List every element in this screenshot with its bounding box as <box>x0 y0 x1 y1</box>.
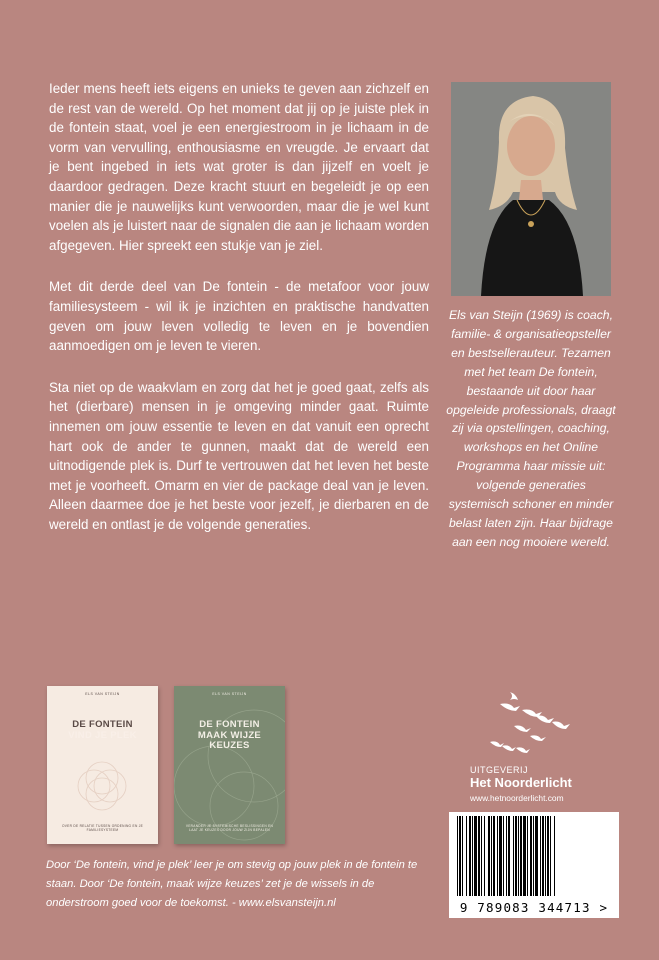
book2-tagline: VERANDER JE SYSTEMISCHE BESLISSINGEN EN LAAT JE KEUZES DOOR JOUW ZIJN BEPALEN <box>185 823 274 832</box>
blurb-paragraph-3: Sta niet op de waakvlam en zorg dat het je goed gaat, zelfs als het (dierbare) mensen in je omgeving minder gaat. Ruimte innemen om jouw essentie te leven en dat vanuit een oprecht hart ook de ander te gunnen, maakt dat de wereld een uitnodigende plek is. Durf te vertrouwen dat het leven het beste met je voorheeft. Omarm en vier de package deal van je leven. Alleen daarmee doe je het beste voor jezelf, je dierbaren en de wereld en ontlast je de volgende generaties. <box>49 379 429 532</box>
publisher-name: Het Noorderlicht <box>470 775 572 790</box>
isbn-number: 9 789083 344713 > <box>459 900 609 915</box>
book2-title: DE FONTEIN MAAK WIJZE KEUZES <box>197 719 262 751</box>
arcs-illustration <box>174 686 285 844</box>
book1-title-text: DE FONTEIN <box>72 719 133 730</box>
blurb <box>49 79 429 556</box>
book1-title <box>47 720 158 741</box>
circles-illustration <box>47 686 158 844</box>
isbn-barcode <box>449 812 619 918</box>
book-cover-maak-wijze-keuzes <box>174 686 285 844</box>
blurb-paragraph-1: Ieder mens heeft iets eigens en unieks te geven aan zichzelf en de rest van de wereld. Op het moment dat jij op je juiste plek in de fontein staat, voel je een energiestroom in je lichaam in de vorm van vervulling, enthousiasme en vreugde. Je ervaart dat je bent ingebed in iets wat groter is dan jijzelf en voelt je daardoor gedragen. Deze kracht stuurt en begeleidt je op een manier die je nauwelijks kunt verwoorden, maar die je wel kunt voelen als je luistert naar de signalen die aan je lichaam worden afgegeven. Hier spreekt een stukje van je ziel. <box>49 81 429 253</box>
barcode-bars <box>449 812 619 898</box>
author-photo <box>451 82 611 296</box>
publisher-url[interactable]: www.hetnoorderlicht.com <box>470 793 564 803</box>
book1-subtitle: VIND JE PLEK <box>68 729 137 741</box>
publisher-block <box>470 686 620 803</box>
books-caption: Door ‘De fontein, vind je plek’ leer je om stevig op jouw plek in de fontein te staan. Door ‘De fontein, maak wijze keuzes’ zet je de wissels in de onderstroom goed voor de toekomst. - www.elsvansteijn.nl <box>46 859 418 909</box>
author-bio: Els van Steijn (1969) is coach, familie- & organisatieopsteller en bestsellerauteur. Tezamen met het team De fontein, bestaande uit door haar opgeleide professionals, draagt zij via opstellingen, coaching, workshops en het Online Programma haar missie uit: volgende generaties systemisch schoner en minder belast laten zijn. Haar bijdrage aan een nog mooiere wereld. <box>446 308 616 549</box>
book1-tagline: OVER DE RELATIE TUSSEN ORDENING EN JE FAMILIESYSTEEM <box>61 823 144 832</box>
blurb-paragraph-2: Met dit derde deel van De fontein - de metafoor voor jouw familiesysteem - wil ik je inzichten en praktische handvatten geven om jouw leven volledig te leven en je bovendien aanmoedigen om je leven te vieren. <box>49 279 429 354</box>
book1-author: ELS VAN STEIJN <box>85 692 120 696</box>
book-cover-vind-je-plek <box>47 686 158 844</box>
flock-of-birds-logo <box>470 686 580 758</box>
publisher-label: UITGEVERIJ <box>470 765 529 775</box>
book2-author: ELS VAN STEIJN <box>212 692 247 696</box>
